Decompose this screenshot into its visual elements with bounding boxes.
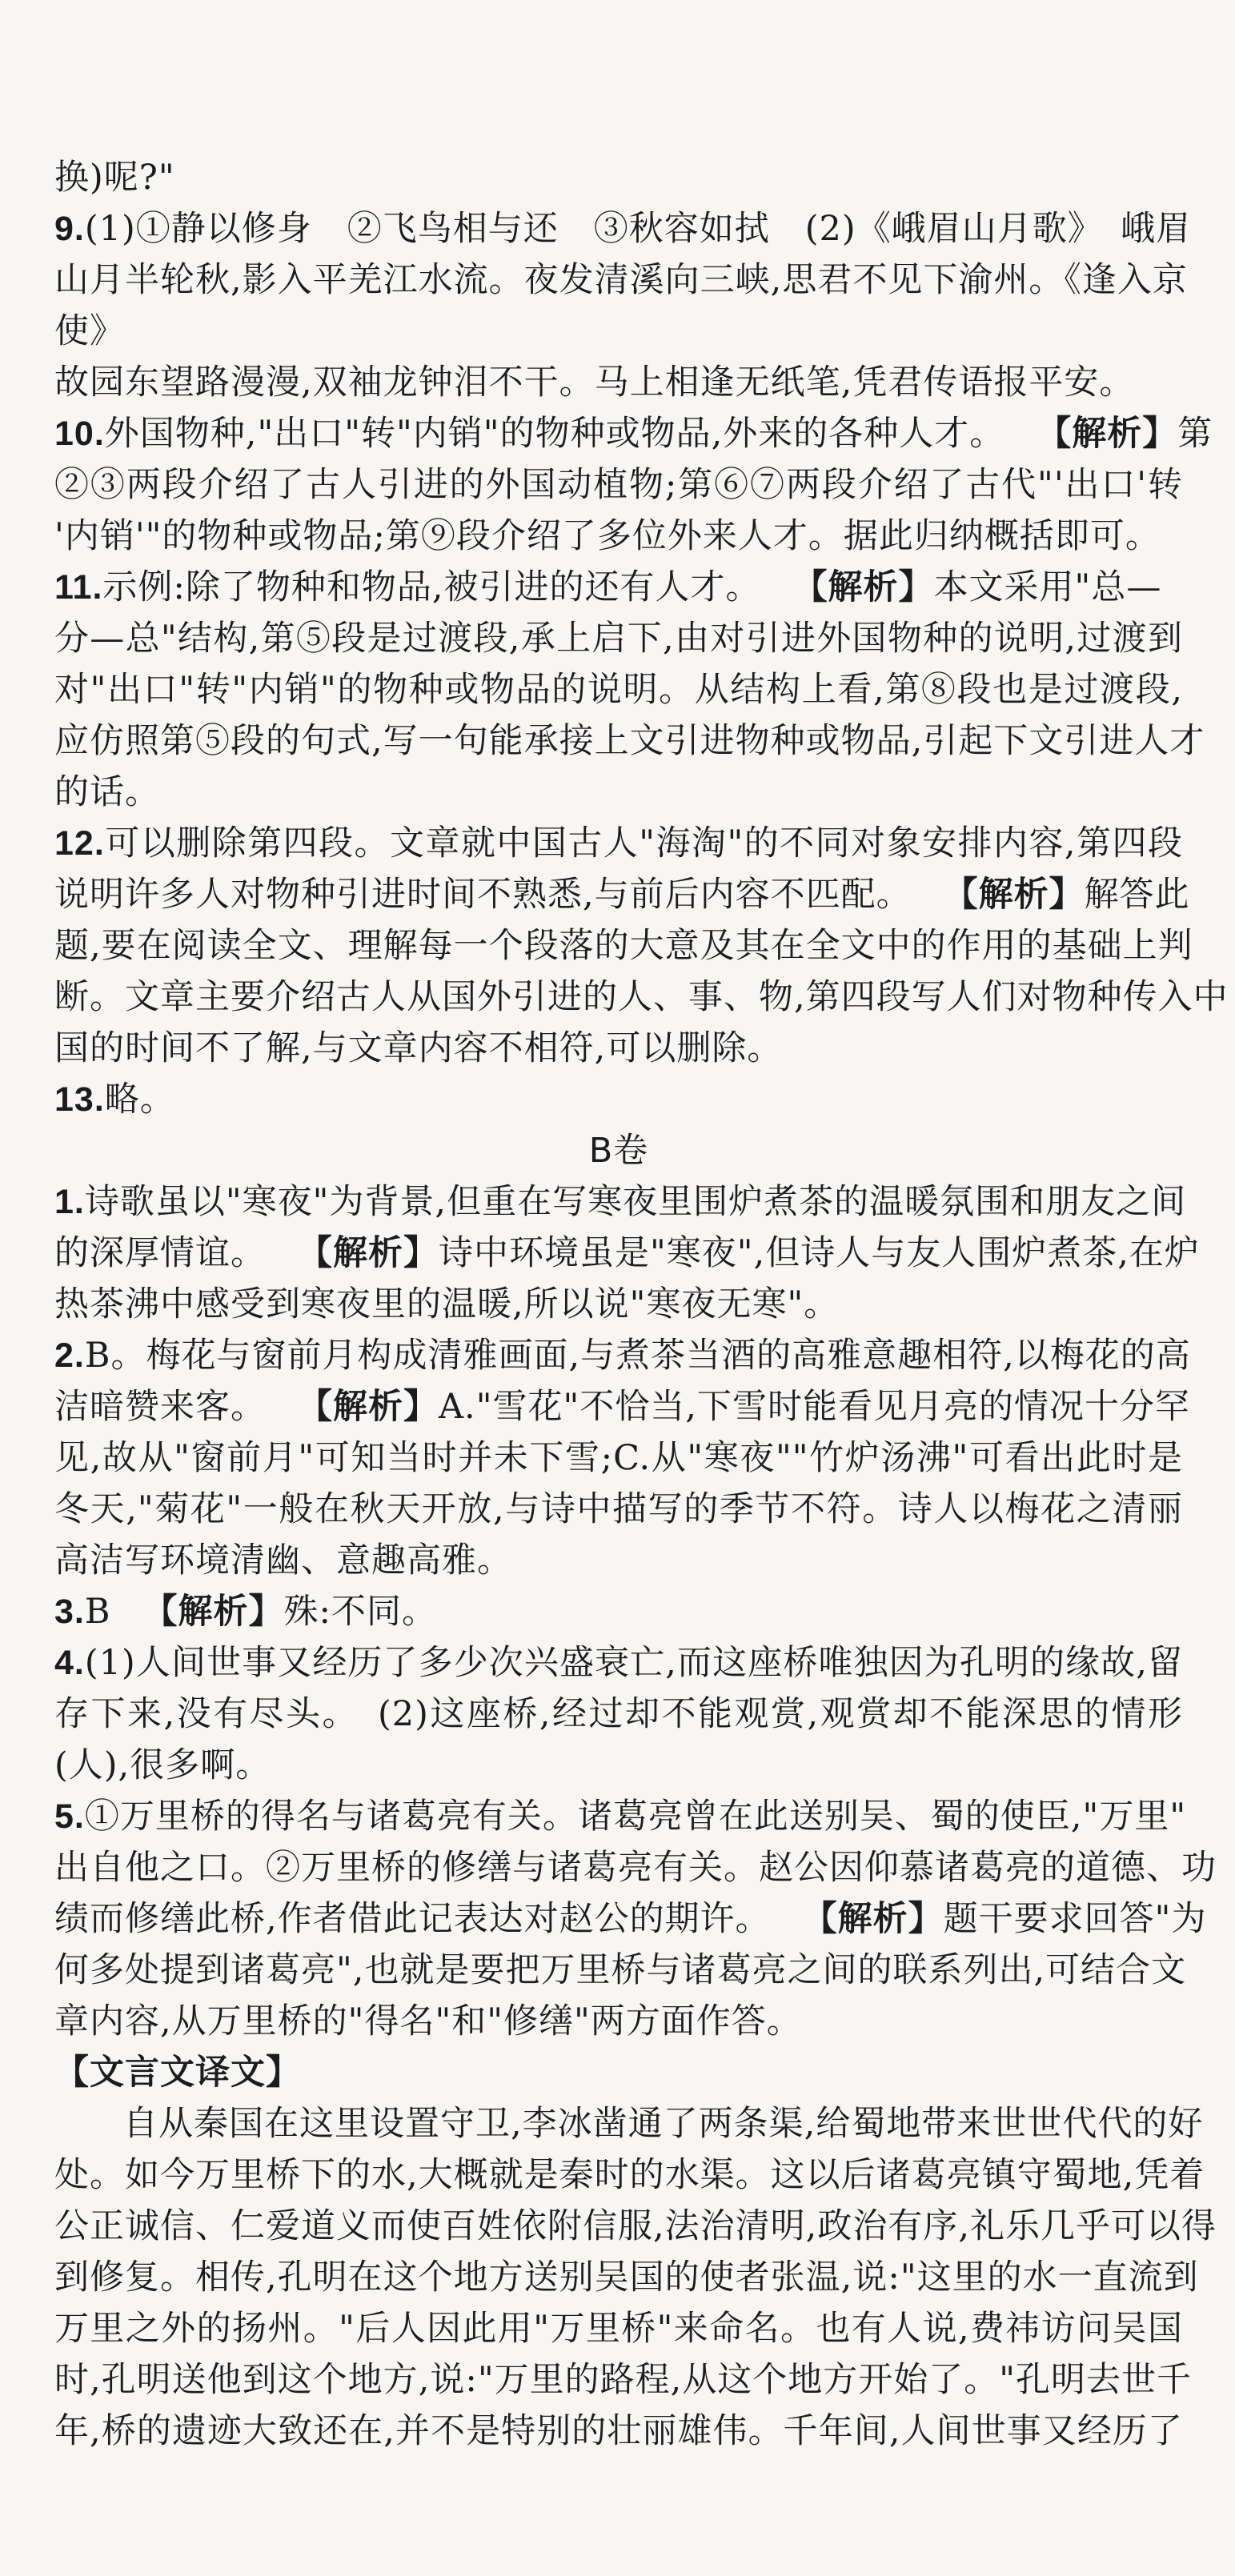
- b-answer-5: 5.①万里桥的得名与诸葛亮有关。诸葛亮曾在此送别吴、蜀的使臣,"万里": [54, 1797, 1187, 1837]
- text-line: 热茶沸中感受到寒夜里的温暖,所以说"寒夜无寒"。: [54, 1284, 840, 1324]
- b-answer-3: 3.B 【解析】殊:不同。: [54, 1592, 437, 1632]
- text-line: '内销'"的物种或物品;第⑨段介绍了多位外来人才。据此归纳概括即可。: [54, 516, 1161, 556]
- answer-12: 12.可以删除第四段。文章就中国古人"海淘"的不同对象安排内容,第四段: [54, 823, 1183, 863]
- analysis-tag: 【解析】: [298, 1387, 439, 1427]
- text-line: 时,孔明送他到这个地方,说:"万里的路程,从这个地方开始了。"孔明去世千: [54, 2360, 1193, 2400]
- text-line: 使》: [54, 311, 125, 351]
- text-line: 冬天,"菊花"一般在秋天开放,与诗中描写的季节不符。诗人以梅花之清丽: [54, 1489, 1183, 1529]
- translation-heading: 【文言文译文】: [54, 2053, 301, 2093]
- answer-9: 9.(1)①静以修身 ②飞鸟相与还 ③秋容如拭 (2)《峨眉山月歌》 峨眉: [54, 209, 1192, 249]
- text-line: 分—总"结构,第⑤段是过渡段,承上启下,由对引进外国物种的说明,过渡到: [54, 619, 1183, 659]
- analysis-tag: 【解析】: [298, 1233, 439, 1273]
- analysis-tag: 【解析】: [943, 875, 1085, 915]
- analysis-tag: 【解析】: [792, 567, 934, 607]
- text-line: 山月半轮秋,影入平羌江水流。夜发清溪向三峡,思君不见下渝州。《逢入京: [54, 260, 1188, 300]
- answer-10: 10.外国物种,"出口"转"内销"的物种或物品,外来的各种人才。 【解析】第: [54, 414, 1213, 454]
- text-line: 的话。: [54, 772, 160, 812]
- text-line: 见,故从"窗前月"可知当时并未下雪;C.从"寒夜""竹炉汤沸"可看出此时是: [54, 1438, 1183, 1478]
- b-answer-2: 2.B。梅花与窗前月构成清雅画面,与煮茶当酒的高雅意趣相符,以梅花的高: [54, 1336, 1191, 1376]
- text-line: 对"出口"转"内销"的物种或物品的说明。从结构上看,第⑧段也是过渡段,: [54, 670, 1183, 710]
- text-line: 绩而修缮此桥,作者借此记表达对赵公的期许。 【解析】题干要求回答"为: [54, 1899, 1207, 1939]
- section-b-title: B卷: [588, 1131, 649, 1171]
- b-answer-1: 1.诗歌虽以"寒夜"为背景,但重在写寒夜里围炉煮茶的温暖氛围和朋友之间: [54, 1182, 1187, 1222]
- text-line: 应仿照第⑤段的句式,写一句能承接上文引进物种或物品,引起下文引进人才: [54, 721, 1205, 761]
- text-line: 换)呢?": [54, 158, 175, 198]
- text-line: 洁暗赞来客。 【解析】A."雪花"不恰当,下雪时能看见月亮的情况十分罕: [54, 1387, 1190, 1427]
- answer-page: [54, 152, 1229, 2457]
- analysis-tag: 【解析】: [142, 1592, 284, 1632]
- text-line: 断。文章主要介绍古人从国外引进的人、事、物,第四段写人们对物种传入中: [54, 977, 1229, 1017]
- text-line: 年,桥的遗迹大致还在,并不是特别的壮丽雄伟。千年间,人间世事又经历了: [54, 2411, 1183, 2451]
- text-line: 题,要在阅读全文、理解每一个段落的大意及其在全文中的作用的基础上判: [54, 926, 1193, 966]
- text-line: 何多处提到诸葛亮",也就是要把万里桥与诸葛亮之间的联系列出,可结合文: [54, 1950, 1187, 1990]
- analysis-tag: 【解析】: [1037, 414, 1178, 454]
- text-line: 国的时间不了解,与文章内容不相符,可以删除。: [54, 1028, 783, 1068]
- b-answer-4: 4.(1)人间世事又经历了多少次兴盛衰亡,而这座桥唯独因为孔明的缘故,留: [54, 1643, 1183, 1683]
- text-line: 章内容,从万里桥的"得名"和"修缮"两方面作答。: [54, 2001, 802, 2041]
- answer-11: 11.示例:除了物种和物品,被引进的还有人才。 【解析】本文采用"总—: [54, 567, 1162, 607]
- text-line: 高洁写环境清幽、意趣高雅。: [54, 1540, 512, 1580]
- text-line: 到修复。相传,孔明在这个地方送别吴国的使者张温,说:"这里的水一直流到: [54, 2258, 1199, 2298]
- text-line: (人),很多啊。: [54, 1745, 271, 1785]
- text-line: 万里之外的扬州。"后人因此用"万里桥"来命名。也有人说,费祎访问吴国: [54, 2309, 1183, 2349]
- text-line: 出自他之口。②万里桥的修缮与诸葛亮有关。赵公因仰慕诸葛亮的道德、功: [54, 1848, 1217, 1888]
- text-line: 处。如今万里桥下的水,大概就是秦时的水渠。这以后诸葛亮镇守蜀地,凭着: [54, 2155, 1205, 2195]
- answer-13: 13.略。: [54, 1080, 175, 1120]
- translation-paragraph: 自从秦国在这里设置守卫,李冰凿通了两条渠,给蜀地带来世世代代的好: [123, 2104, 1204, 2144]
- text-line: 说明许多人对物种引进时间不熟悉,与前后内容不匹配。 【解析】解答此: [54, 875, 1190, 915]
- text-line: ②③两段介绍了古人引进的外国动植物;第⑥⑦两段介绍了古代"'出口'转: [54, 465, 1183, 505]
- text-line: 的深厚情谊。 【解析】诗中环境虽是"寒夜",但诗人与友人围炉煮茶,在炉: [54, 1233, 1200, 1273]
- analysis-tag: 【解析】: [802, 1899, 944, 1939]
- text-line: 公正诚信、仁爱道义而使百姓依附信服,法治清明,政治有序,礼乐几乎可以得: [54, 2206, 1217, 2246]
- text-line: 故园东望路漫漫,双袖龙钟泪不干。马上相逢无纸笔,凭君传语报平安。: [54, 363, 1135, 403]
- text-line: 存下来,没有尽头。 (2)这座桥,经过却不能观赏,观赏却不能深思的情形: [54, 1694, 1183, 1734]
